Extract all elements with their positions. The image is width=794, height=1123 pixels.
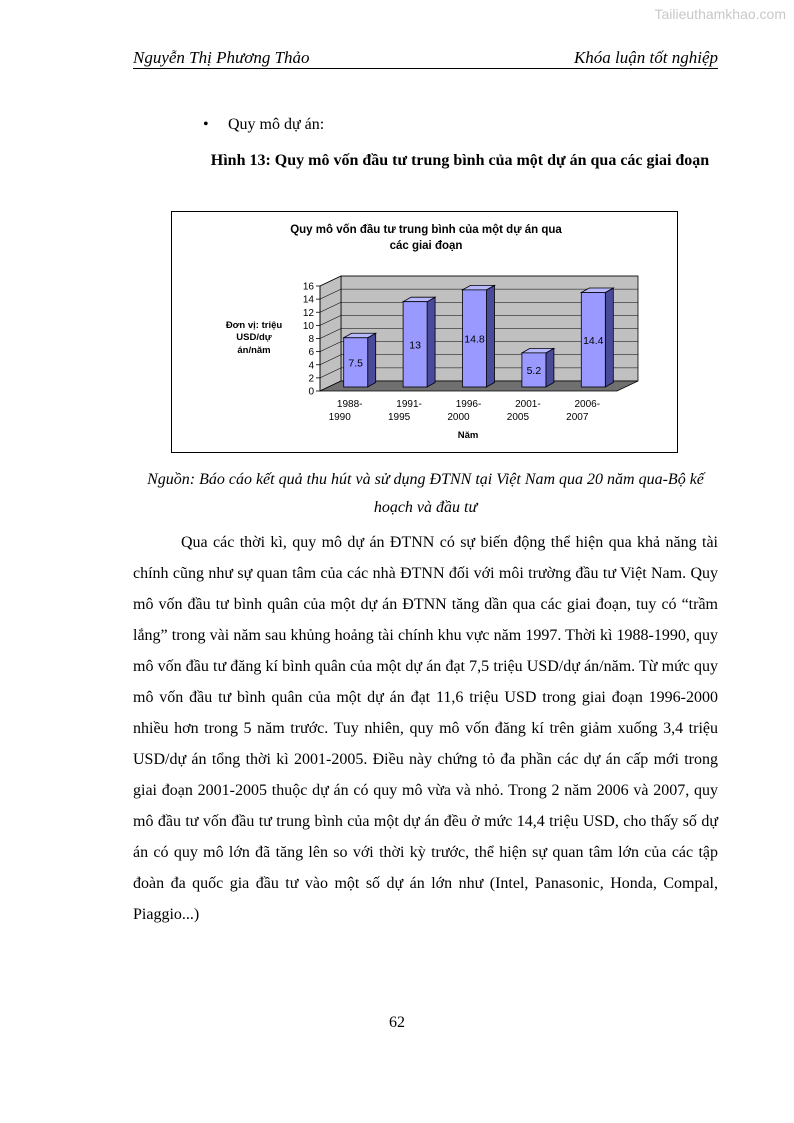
y-axis-label-line-1: Đơn vị: triệu: [225, 320, 283, 331]
header-author: Nguyễn Thị Phương Thảo: [133, 48, 310, 67]
page-header: [133, 48, 718, 69]
x-axis-label: Năm: [457, 430, 479, 441]
bar-value-label: 7.5: [348, 357, 364, 370]
watermark: Tailieuthamkhao.com: [654, 6, 786, 22]
y-tick-label: 8: [308, 334, 314, 345]
x-tick-label: 2007: [566, 412, 589, 423]
x-tick-label: 2000: [447, 412, 470, 423]
x-tick-label: 2001-: [515, 399, 541, 410]
body-paragraph: Qua các thời kì, quy mô dự án ĐTNN có sự biến động thể hiện qua khả năng tài chính cũng như sự quan tâm của các nhà ĐTNN đối với môi trường đầu tư Việt Nam. Quy mô vốn đầu tư bình quân của một dự án ĐTNN tăng dần qua các giai đoạn, tuy có “trầm lắng” trong vài năm sau khủng hoảng tài chính khu vực năm 1997. Thời kì 1988-1990, quy mô vốn đầu tư đăng kí bình quân của một dự án đạt 7,5 triệu USD/dự án/năm. Từ mức quy mô vốn đầu tư bình quân của một dự án đạt 11,6 triệu USD trong giai đoạn 1996-2000 nhiều hơn trong 5 năm trước. Tuy nhiên, quy mô vốn đăng kí trên giảm xuống 3,4 triệu USD/dự án tổng thời kì 2001-2005. Điều này chứng tỏ đa phần các dự án cấp mới trong giai đoạn 2001-2005 thuộc dự án có quy mô vừa và nhỏ. Trong 2 năm 2006 và 2007, quy mô đầu tư vốn đầu tư trung bình của một dự án đều ở mức 14,4 triệu USD, cho thấy số dự án có quy mô lớn đã tăng lên so với thời kỳ trước, thể hiện sự quan tâm lớn của các tập đoàn đa quốc gia đầu tư vào một số dự án lớn như (Intel, Panasonic, Honda, Compal, Piaggio...): [133, 534, 718, 923]
y-axis-label-line-3: án/năm: [237, 345, 271, 356]
bullet-dot-icon: •: [203, 116, 209, 133]
x-tick-label: 2006-: [574, 399, 601, 410]
bullet-item: [203, 116, 324, 134]
chart-title-line-2: các giai đoạn: [389, 240, 463, 252]
bar-side: [605, 288, 613, 387]
chart-container: [171, 211, 678, 453]
bar-side: [427, 297, 435, 387]
x-tick-label: 2005: [506, 412, 530, 423]
x-tick-label: 1988-: [336, 399, 363, 410]
y-axis-label: [226, 320, 283, 356]
x-tick-label: 1995: [387, 412, 411, 423]
y-tick-label: 2: [308, 373, 314, 385]
y-tick-label: 4: [308, 360, 314, 372]
y-tick-label: 6: [308, 347, 314, 359]
bar-value-label: 5.2: [526, 364, 542, 377]
bar-chart: [172, 212, 677, 452]
chart-title-line-1: Quy mô vốn đầu tư trung bình của một dự án qua: [290, 224, 562, 236]
figure-caption: Hình 13: Quy mô vốn đầu tư trung bình của một dự án qua các giai đoạn: [210, 152, 710, 169]
x-tick-label: 1996-: [455, 399, 482, 410]
y-tick-label: 12: [302, 307, 314, 319]
chart-title: [290, 224, 562, 252]
figure-source: Nguồn: Báo cáo kết quả thu hút và sử dụng ĐTNN tại Việt Nam qua 20 năm qua-Bộ kế hoạch và đầu tư: [147, 471, 704, 516]
bar-value-label: 14.4: [583, 334, 604, 347]
bar-value-label: 13: [409, 339, 421, 352]
page-number: 62: [389, 1014, 405, 1031]
bar-side: [487, 285, 495, 387]
bar-side: [368, 333, 376, 387]
bar-side: [546, 348, 554, 387]
y-tick-label: 14: [302, 294, 314, 306]
x-tick-label: 1991-: [396, 399, 422, 410]
bullet-text: Quy mô dự án:: [228, 116, 325, 133]
y-tick-label: 10: [302, 320, 314, 332]
y-tick-label: 0: [308, 386, 314, 398]
header-doc-type: Khóa luận tốt nghiệp: [573, 48, 718, 67]
chart-plot-area: [303, 276, 638, 423]
x-tick-label: 1990: [328, 412, 351, 423]
y-tick-label: 16: [302, 281, 314, 293]
bar-value-label: 14.8: [464, 333, 485, 346]
y-axis-label-line-2: USD/dự: [236, 332, 272, 343]
